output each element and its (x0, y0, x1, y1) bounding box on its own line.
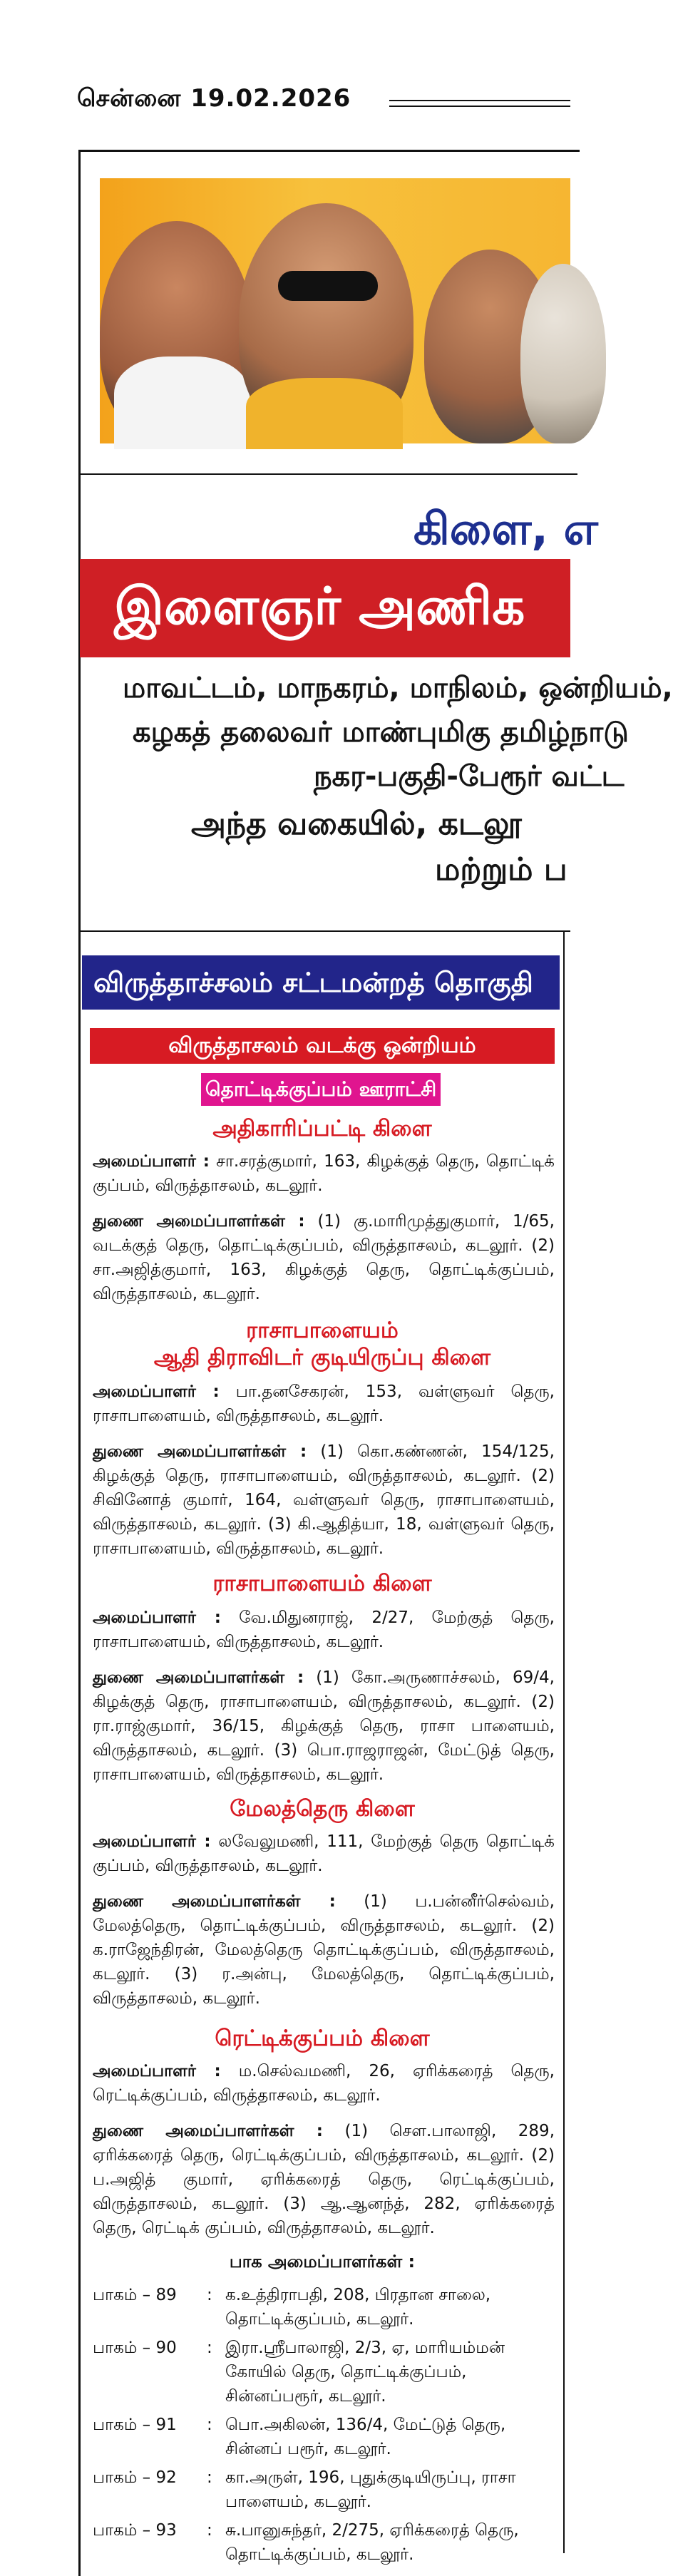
organiser-label: அமைப்பாளர் : (93, 2062, 221, 2080)
union-heading: விருத்தாசலம் வடக்கு ஒன்றியம் (90, 1028, 555, 1064)
booth-organiser: பொ.அகிலன், 136/4, மேட்டுத் தெரு, சின்னப் பரூர், கடலூர். (225, 2416, 506, 2458)
booth-number: பாகம் – 89 (93, 2286, 177, 2304)
booth-number: பாகம் – 93 (93, 2521, 177, 2540)
organiser-text: ம.செல்வமணி, 26, ஏரிக்கரைத் தெரு, ரெட்டிக்குப்பம், விருத்தாசலம், கடலூர். (93, 2062, 555, 2105)
constituency-heading: விருத்தாச்சலம் சட்டமன்றத் தொகுதி (82, 955, 560, 1010)
organiser-text: சா.சரத்குமார், 163, கிழக்குத் தெரு, தொட்டிக் குப்பம், விருத்தாசலம், கடலூர். (93, 1152, 555, 1195)
intro-line: அந்த வகையில், கடலூ (191, 806, 522, 842)
portrait-4 (520, 264, 606, 443)
deputy-entry (93, 1209, 555, 1306)
colon: : (207, 2521, 212, 2540)
deputy-entry (93, 1440, 555, 1561)
booth-number: பாகம் – 91 (93, 2416, 177, 2434)
branch-title: ரெட்டிக்குப்பம் கிளை (215, 2026, 430, 2051)
divider (78, 930, 570, 932)
booth-list (93, 2283, 555, 2571)
list-item (93, 2336, 555, 2408)
deputy-label: துணை அமைப்பாளர்கள் : (93, 1892, 336, 1911)
deputy-text: (1) கொ.கண்ணன், 154/125, கிழக்குத் தெரு, ராசாபாளையம், விருத்தாசலம், கடலூர். (2) சிவினோத் குமார், 164, வள்ளுவர் தெரு, ராசாபாளையம், விருத்தாசலம், கடலூர். (3) கி.ஆதித்யா, 18, வள்ளுவர் தெரு, ராசாபாளையம், விருத்தாசலம், கடலூர். (93, 1442, 555, 1558)
organiser-entry (93, 1380, 555, 1428)
branch-title: ஆதி திராவிடர் குடியிருப்பு கிளை (153, 1345, 491, 1370)
deputy-text: (1) கோ.அருணாச்சலம், 69/4, கிழக்குத் தெரு, ராசாபாளையம், விருத்தாசலம், கடலூர். (2) ரா.ராஜ்குமார், 36/15, கிழக்குத் தெரு, ராசா பாளையம், விருத்தாசலம், கடலூர். (3) பொ.ராஜராஜன், மேட்டுத் தெரு, ராசாபாளையம், விருத்தாசலம், கடலூர். (93, 1668, 555, 1784)
booth-organisers-title: பாக அமைப்பாளர்கள் : (229, 2252, 416, 2272)
organiser-label: அமைப்பாளர் : (93, 1608, 221, 1627)
deputy-entry (93, 1666, 555, 1787)
branch-title: ராசாபாளையம் கிளை (212, 1571, 432, 1596)
list-item (93, 2465, 555, 2514)
list-item (93, 2283, 555, 2331)
booth-organiser: க.உத்திராபதி, 208, பிரதான சாலை, தொட்டிக்குப்பம், கடலூர். (225, 2286, 491, 2329)
colon: : (207, 2286, 212, 2304)
booth-organiser: கா.அருள், 196, புதுக்குடியிருப்பு, ராசா பாளையம், கடலூர். (225, 2468, 516, 2511)
colon: : (207, 2468, 212, 2487)
deputy-text: (1) கு.மாரிமுத்துகுமார், 1/65, வடக்குத் தெரு, தொட்டிக்குப்பம், விருத்தாசலம், கடலூர். (2) சா.அஜித்குமார், 163, கிழக்குத் தெரு, தொட்டிக்குப்பம், விருத்தாசலம், கடலூர். (93, 1212, 555, 1303)
colon: : (207, 2339, 212, 2357)
deputy-entry (93, 2119, 555, 2240)
organiser-label: அமைப்பாளர் : (93, 1152, 210, 1171)
portrait-2-shawl (246, 378, 403, 449)
branch-title: மேலத்தெரு கிளை (230, 1796, 415, 1822)
sunglasses-icon (278, 271, 378, 301)
dateline: சென்னை 19.02.2026 (77, 84, 351, 113)
organiser-entry (93, 1149, 555, 1198)
branch-title: அதிகாரிப்பட்டி கிளை (212, 1116, 432, 1141)
organiser-text: வே.மிதுனராஜ், 2/27, மேற்குத் தெரு, ராசாபாளையம், விருத்தாசலம், கடலூர். (93, 1608, 555, 1651)
organiser-label: அமைப்பாளர் : (93, 1832, 211, 1851)
booth-number: பாகம் – 90 (93, 2339, 177, 2357)
deputy-text: (1) செள.பாலாஜி, 289, ஏரிக்கரைத் தெரு, ரெட்டிக்குப்பம், விருத்தாசலம், கடலூர். (2) ப.அஜித் குமார், ஏரிக்கரைத் தெரு, ரெட்டிக்குப்பம், விருத்தாசலம், கடலூர். (3) ஆ.ஆனந்த், 282, ஏரிக்கரைத் தெரு, ரெட்டிக் குப்பம், விருத்தாசலம், கடலூர். (93, 2122, 555, 2237)
booth-organiser: இரா.ஸ்ரீபாலாஜி, 2/3, ஏ, மாரியம்மன் கோயில் தெரு, தொட்டிக்குப்பம், சின்னப்பரூர், கடலூர். (225, 2339, 505, 2406)
kilai-heading: கிளை, எ (413, 503, 598, 555)
organiser-entry (93, 1830, 555, 1878)
branch-title-line1: ராசாபாளையம் (246, 1318, 399, 1343)
organiser-text: பா.தனசேகரன், 153, வள்ளுவர் தெரு, ராசாபாளையம், விருத்தாசலம், கடலூர். (93, 1382, 555, 1425)
organiser-entry (93, 2059, 555, 2108)
divider (78, 473, 577, 475)
column-rule (563, 930, 565, 2553)
colon: : (207, 2416, 212, 2434)
organiser-entry (93, 1606, 555, 1654)
deputy-label: துணை அமைப்பாளர்கள் : (93, 1668, 304, 1687)
intro-line: கழகத் தலைவர் மாண்புமிகு தமிழ்நாடு (133, 716, 629, 749)
intro-line: மற்றும் ப (435, 851, 567, 888)
portrait-1-shirt (114, 356, 250, 449)
organiser-label: அமைப்பாளர் : (93, 1382, 220, 1401)
leaders-portrait-banner (100, 178, 570, 443)
header-rule (389, 100, 570, 107)
deputy-label: துணை அமைப்பாளர்கள் : (93, 2122, 323, 2140)
page-title: இளைஞர் அணிக (114, 576, 525, 636)
list-item (93, 2518, 555, 2567)
deputy-label: துணை அமைப்பாளர்கள் : (93, 1212, 305, 1231)
deputy-text: (1) ப.பன்னீர்செல்வம், மேலத்தெரு, தொட்டிக்குப்பம், விருத்தாசலம், கடலூர். (2) க.ராஜேந்திரன், மேலத்தெரு தொட்டிக்குப்பம், விருத்தாசலம், கடலூர். (3) ர.அன்பு, மேலத்தெரு, தொட்டிக்குப்பம், விருத்தாசலம், கடலூர். (93, 1892, 555, 2008)
intro-line: நகர-பகுதி-பேரூர் வட்ட (314, 760, 625, 793)
panchayat-heading: தொட்டிக்குப்பம் ஊராட்சி (201, 1073, 441, 1106)
deputy-entry (93, 1889, 555, 2011)
deputy-label: துணை அமைப்பாளர்கள் : (93, 1442, 307, 1461)
booth-organiser: சு.பானுசுந்தர், 2/275, ஏரிக்கரைத் தெரு, தொட்டிக்குப்பம், கடலூர். (225, 2521, 519, 2564)
intro-line: மாவட்டம், மாநகரம், மாநிலம், ஒன்றியம், (123, 672, 673, 704)
booth-number: பாகம் – 92 (93, 2468, 177, 2487)
organiser-text: லவேலுமணி, 111, மேற்குத் தெரு தொட்டிக் குப்பம், விருத்தாசலம், கடலூர். (93, 1832, 555, 1875)
list-item (93, 2413, 555, 2461)
